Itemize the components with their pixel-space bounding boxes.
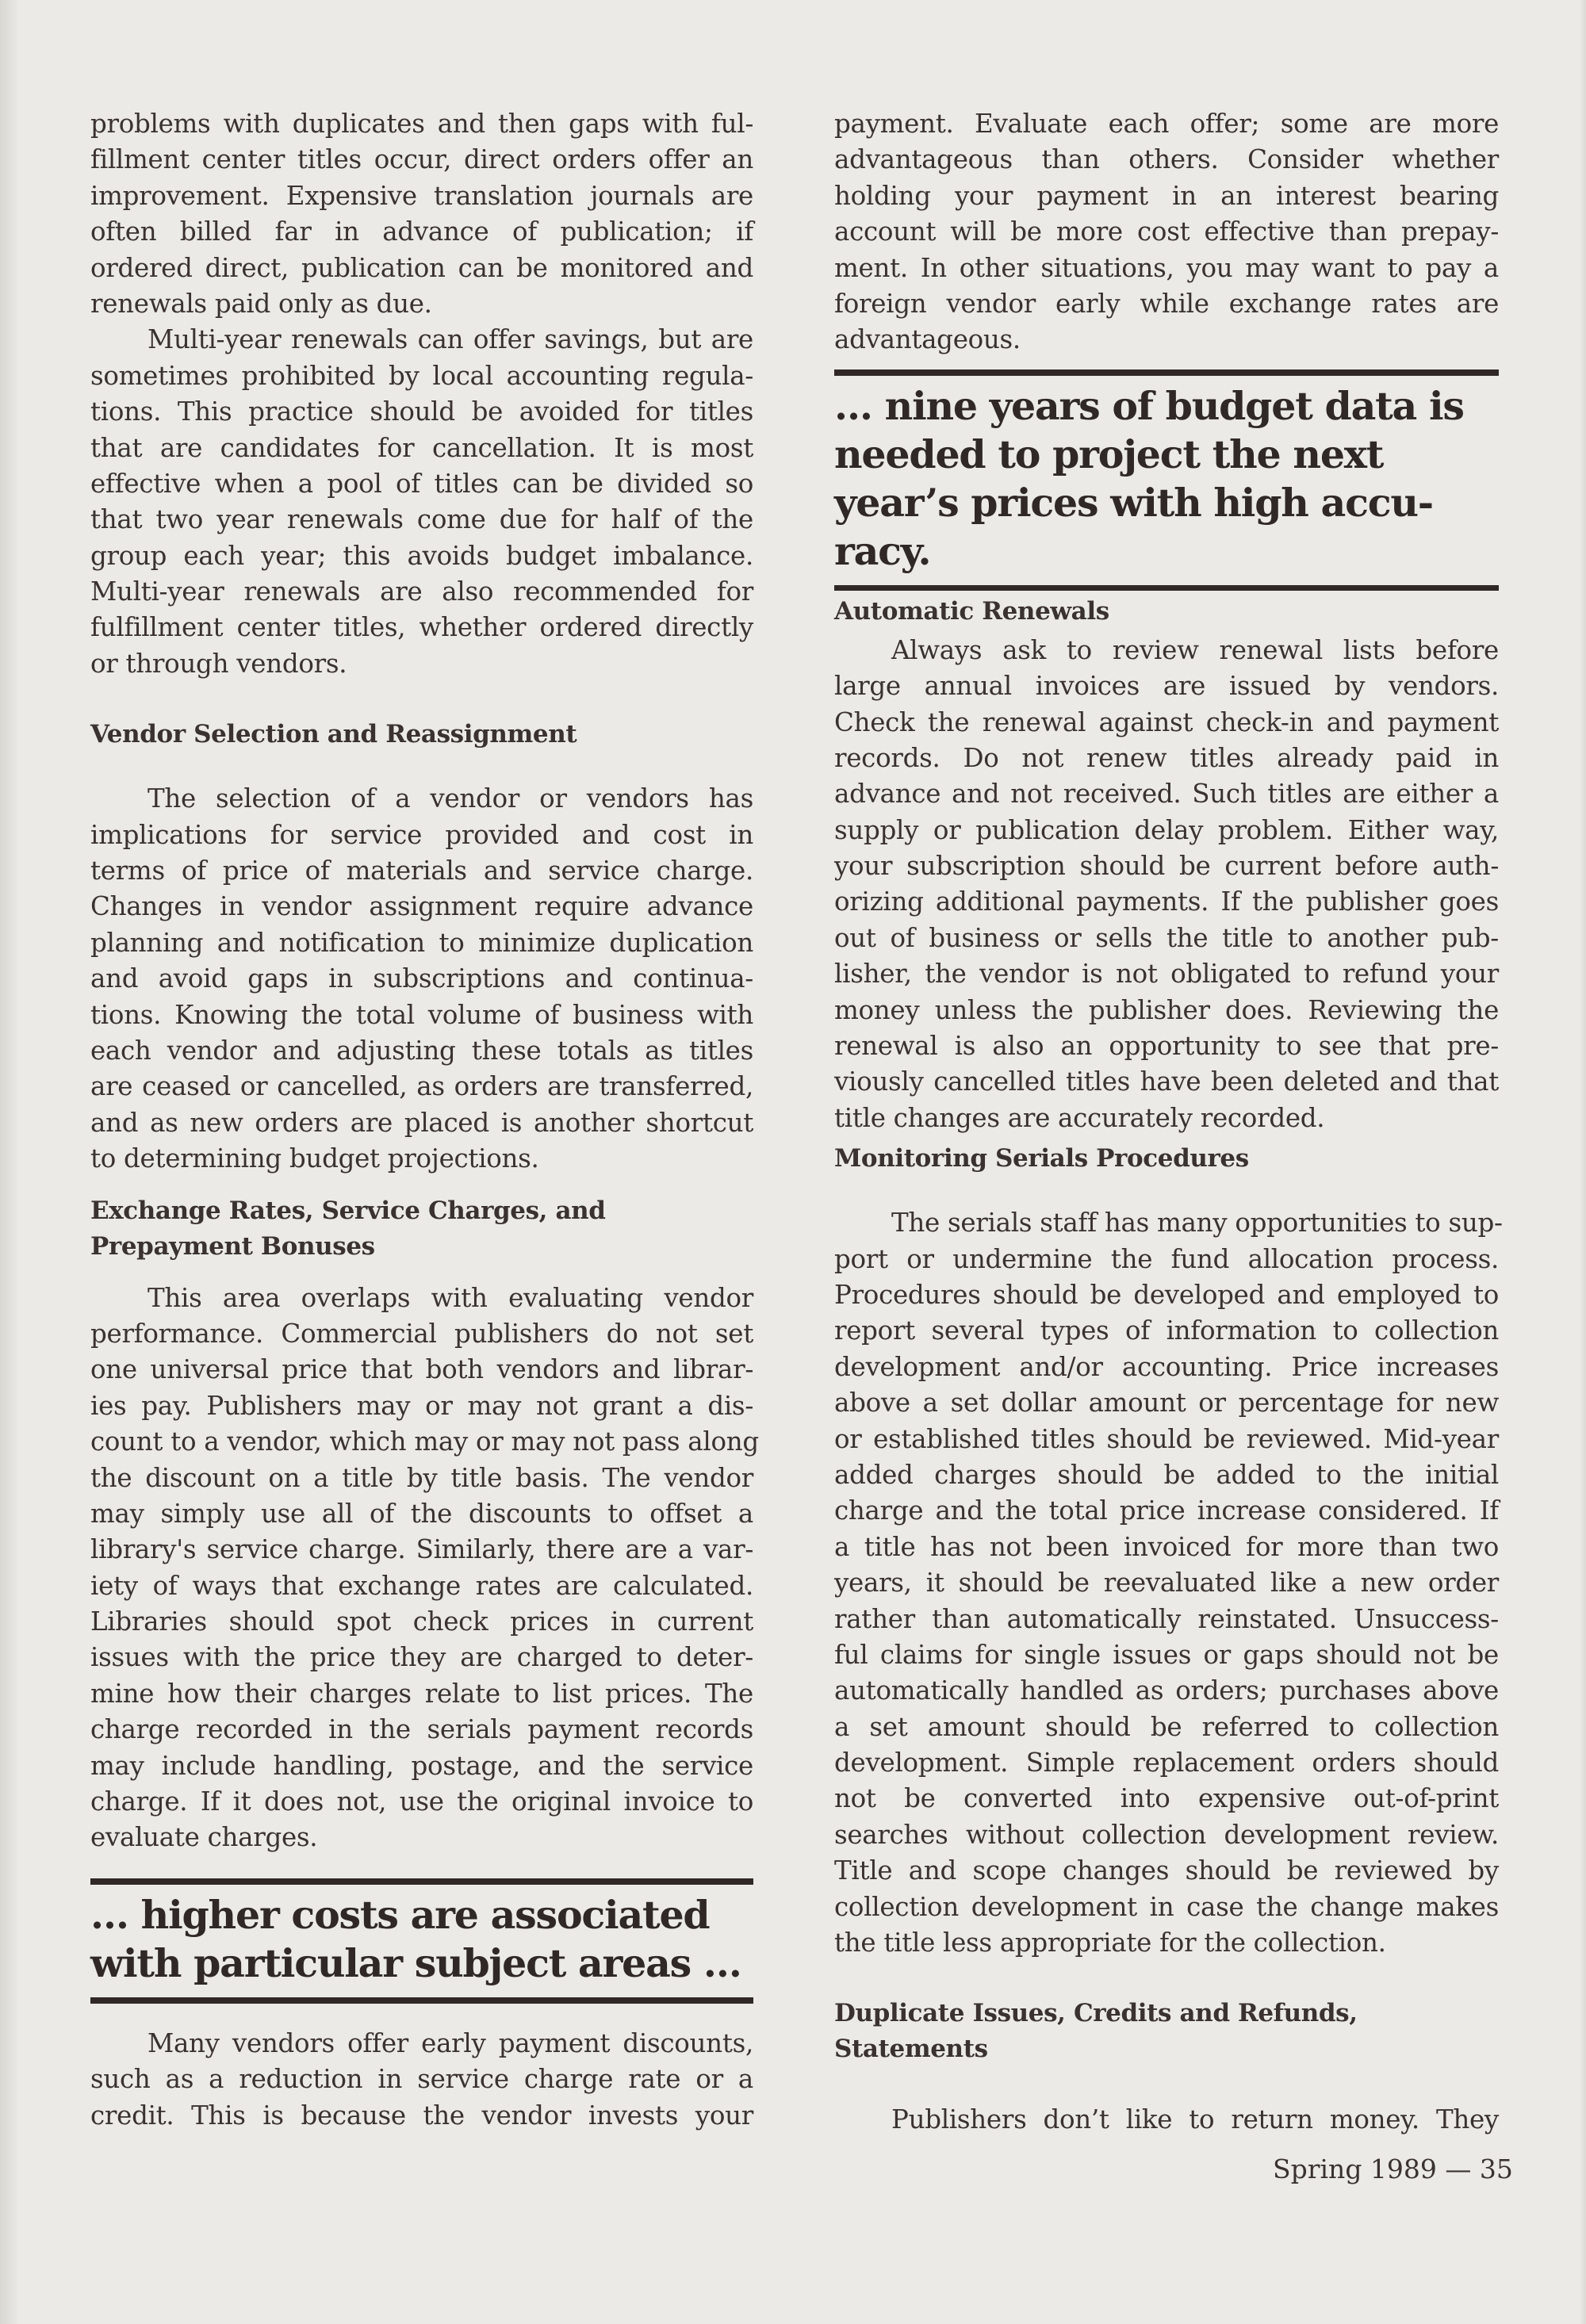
page-edge-shadow bbox=[1580, 0, 1586, 2324]
text-line: Check the renewal against check-in and payment bbox=[834, 706, 1499, 737]
text-line: tions. Knowing the total volume of business with bbox=[90, 999, 753, 1030]
text-line: advantageous. bbox=[834, 324, 1021, 355]
pull-quote-nine-years bbox=[834, 369, 1499, 591]
text-line: Publishers don’t like to return money. They bbox=[891, 2104, 1499, 2135]
text-line: searches without collection development review. bbox=[834, 1819, 1499, 1850]
text-line: large annual invoices are issued by vendors. bbox=[834, 671, 1499, 702]
text-line: may include handling, postage, and the service bbox=[90, 1750, 753, 1781]
text-line: title changes are accurately recorded. bbox=[834, 1102, 1325, 1133]
text-line: report several types of information to collection bbox=[834, 1315, 1499, 1346]
text-line: or through vendors. bbox=[90, 648, 347, 679]
text-line: payment. Evaluate each offer; some are more bbox=[834, 109, 1499, 139]
text-line: Libraries should spot check prices in current bbox=[90, 1606, 753, 1637]
text-line: charge recorded in the serials payment records bbox=[90, 1714, 753, 1745]
text-line: issues with the price they are charged to deter- bbox=[90, 1642, 753, 1673]
text-line: collection development in case the change makes bbox=[834, 1891, 1499, 1922]
text-line: above a set dollar amount or percentage for new bbox=[834, 1388, 1499, 1419]
text-line: implications for service provided and cost in bbox=[90, 819, 753, 850]
text-line: renewals paid only as due. bbox=[90, 288, 432, 319]
text-line: lisher, the vendor is not obligated to refund your bbox=[834, 959, 1499, 990]
heading-line: Statements bbox=[834, 2035, 988, 2064]
left-column bbox=[90, 106, 759, 2134]
section-heading-exchange-rates bbox=[90, 1193, 753, 1265]
text-line: are ceased or cancelled, as orders are transferred, bbox=[90, 1071, 753, 1102]
page-footer-issue-and-number: Spring 1989 — 35 bbox=[1273, 2154, 1513, 2184]
text-line: The serials staff has many opportunities to sup- bbox=[891, 1208, 1503, 1239]
text-line: Changes in vendor assignment require advance bbox=[90, 891, 753, 922]
text-line: fillment center titles occur, direct orders offer an bbox=[90, 144, 753, 175]
text-line: credit. This is because the vendor invests your bbox=[90, 2100, 753, 2131]
text-line: charge and the total price increase considered. If bbox=[834, 1495, 1499, 1526]
pull-quote-line: year’s prices with high accu- bbox=[834, 479, 1433, 526]
paragraph-exchange-rates bbox=[90, 1281, 759, 1856]
text-line: advance and not received. Such titles are either a bbox=[834, 779, 1499, 810]
text-line: rather than automatically reinstated. Unsuccess- bbox=[834, 1603, 1499, 1634]
text-line: added charges should be added to the initial bbox=[834, 1459, 1499, 1490]
text-line: Procedures should be developed and employed to bbox=[834, 1279, 1499, 1310]
text-line: Many vendors offer early payment discounts, bbox=[147, 2027, 753, 2058]
text-line: terms of price of materials and service charge. bbox=[90, 856, 753, 886]
text-line: The selection of a vendor or vendors has bbox=[147, 783, 753, 814]
text-line: account will be more cost effective than prepay- bbox=[834, 216, 1499, 247]
text-line: the title less appropriate for the collection. bbox=[834, 1928, 1386, 1958]
section-heading-vendor-selection: Vendor Selection and Reassignment bbox=[90, 720, 577, 749]
text-line: foreign vendor early while exchange rates are bbox=[834, 288, 1499, 319]
text-line: evaluate charges. bbox=[90, 1822, 318, 1853]
text-line: ment. In other situations, you may want to pay a bbox=[834, 252, 1499, 283]
paragraph-evaluate-offer bbox=[834, 106, 1499, 358]
text-line: Title and scope changes should be reviewed by bbox=[834, 1855, 1499, 1886]
paragraph-publishers-refunds bbox=[834, 2102, 1499, 2138]
text-line: planning and notification to minimize duplication bbox=[90, 927, 753, 958]
text-line: development. Simple replacement orders should bbox=[834, 1748, 1499, 1778]
text-line: one universal price that both vendors and librar- bbox=[90, 1354, 753, 1385]
paragraph-monitoring-procedures bbox=[834, 1205, 1503, 1961]
text-line: This area overlaps with evaluating vendor bbox=[147, 1282, 753, 1313]
text-line: port or undermine the fund allocation process. bbox=[834, 1243, 1499, 1274]
text-line: automatically handled as orders; purchases above bbox=[834, 1675, 1499, 1706]
text-line: ful claims for single issues or gaps should not be bbox=[834, 1639, 1499, 1670]
heading-line: Exchange Rates, Service Charges, and bbox=[90, 1196, 606, 1225]
right-column bbox=[834, 106, 1503, 2138]
heading-line: Duplicate Issues, Credits and Refunds, bbox=[834, 1999, 1358, 2028]
page-spine-shadow bbox=[0, 0, 17, 2324]
text-line: viously cancelled titles have been deleted and that bbox=[834, 1066, 1499, 1097]
text-line: sometimes prohibited by local accounting regula- bbox=[90, 360, 753, 391]
text-line: out of business or sells the title to another pub- bbox=[834, 922, 1499, 953]
text-line: charge. If it does not, use the original invoice to bbox=[90, 1786, 753, 1817]
paragraph-multi-year-renewals bbox=[90, 322, 753, 682]
text-line: library's service charge. Similarly, there are a var- bbox=[90, 1534, 753, 1565]
section-heading-automatic-renewals: Automatic Renewals bbox=[834, 596, 1109, 626]
text-line: holding your payment in an interest bearing bbox=[834, 180, 1499, 211]
text-line: a set amount should be referred to collection bbox=[834, 1711, 1499, 1742]
text-line: advantageous than others. Consider whether bbox=[834, 144, 1499, 175]
text-line: effective when a pool of titles can be divided so bbox=[90, 468, 753, 499]
text-line: not be converted into expensive out-of-print bbox=[834, 1783, 1499, 1814]
text-line: Always ask to review renewal lists before bbox=[891, 634, 1499, 665]
text-line: each vendor and adjusting these totals as titles bbox=[90, 1035, 753, 1066]
section-heading-duplicate-issues bbox=[834, 1996, 1499, 2067]
text-line: orizing additional payments. If the publisher goes bbox=[834, 886, 1499, 917]
text-line: Multi-year renewals can offer savings, but are bbox=[147, 324, 753, 355]
text-line: count to a vendor, which may or may not pass along bbox=[90, 1426, 759, 1457]
text-line: Multi-year renewals are also recommended for bbox=[90, 576, 753, 607]
text-line: ordered direct, publication can be monitored and bbox=[90, 252, 753, 283]
paragraph-early-payment bbox=[90, 2026, 753, 2134]
text-line: or established titles should be reviewed. Mid-year bbox=[834, 1423, 1499, 1454]
text-line: often billed far in advance of publication; if bbox=[90, 216, 753, 247]
text-line: problems with duplicates and then gaps with ful- bbox=[90, 109, 753, 139]
text-line: that are candidates for cancellation. It is most bbox=[90, 432, 753, 463]
text-line: and as new orders are placed is another shortcut bbox=[90, 1107, 753, 1138]
text-line: and avoid gaps in subscriptions and continua- bbox=[90, 963, 753, 994]
pull-quote-higher-costs bbox=[90, 1878, 753, 2004]
text-line: years, it should be reevaluated like a new order bbox=[834, 1568, 1499, 1598]
text-line: that two year renewals come due for half of the bbox=[90, 504, 753, 535]
text-line: your subscription should be current before auth- bbox=[834, 851, 1499, 882]
paragraph-continued-duplicates bbox=[90, 106, 753, 322]
pull-quote-line: with particular subject areas … bbox=[90, 1939, 741, 1986]
pull-quote-line: needed to project the next bbox=[834, 431, 1384, 477]
text-line: group each year; this avoids budget imbalance. bbox=[90, 540, 753, 571]
pull-quote-line: … higher costs are associated bbox=[90, 1891, 710, 1938]
text-line: ies pay. Publishers may or may not grant a dis- bbox=[90, 1390, 753, 1421]
paragraph-automatic-renewals bbox=[834, 633, 1499, 1136]
text-line: fulfillment center titles, whether ordered directly bbox=[90, 612, 753, 643]
text-line: mine how their charges relate to list prices. The bbox=[90, 1678, 753, 1709]
section-heading-monitoring-procedures: Monitoring Serials Procedures bbox=[834, 1144, 1249, 1173]
pull-quote-line: racy. bbox=[834, 527, 931, 574]
text-line: such as a reduction in service charge rate or a bbox=[90, 2064, 753, 2095]
text-line: performance. Commercial publishers do not set bbox=[90, 1318, 753, 1349]
text-line: improvement. Expensive translation journals are bbox=[90, 180, 753, 211]
text-line: renewal is also an opportunity to see that pre- bbox=[834, 1031, 1499, 1062]
text-line: tions. This practice should be avoided for titles bbox=[90, 396, 753, 427]
text-line: supply or publication delay problem. Either way, bbox=[834, 814, 1499, 845]
text-line: development and/or accounting. Price increases bbox=[834, 1351, 1499, 1382]
text-line: money unless the publisher does. Reviewing the bbox=[834, 994, 1499, 1025]
text-line: records. Do not renew titles already paid in bbox=[834, 742, 1499, 773]
text-line: may simply use all of the discounts to offset a bbox=[90, 1498, 753, 1529]
text-line: iety of ways that exchange rates are calculated. bbox=[90, 1570, 753, 1601]
text-line: a title has not been invoiced for more than two bbox=[834, 1531, 1499, 1562]
text-line: the discount on a title by title basis. The vendor bbox=[90, 1462, 753, 1493]
text-line: to determining budget projections. bbox=[90, 1143, 539, 1174]
pull-quote-line: … nine years of budget data is bbox=[834, 382, 1464, 429]
heading-line: Prepayment Bonuses bbox=[90, 1231, 375, 1261]
paragraph-vendor-selection bbox=[90, 781, 753, 1177]
